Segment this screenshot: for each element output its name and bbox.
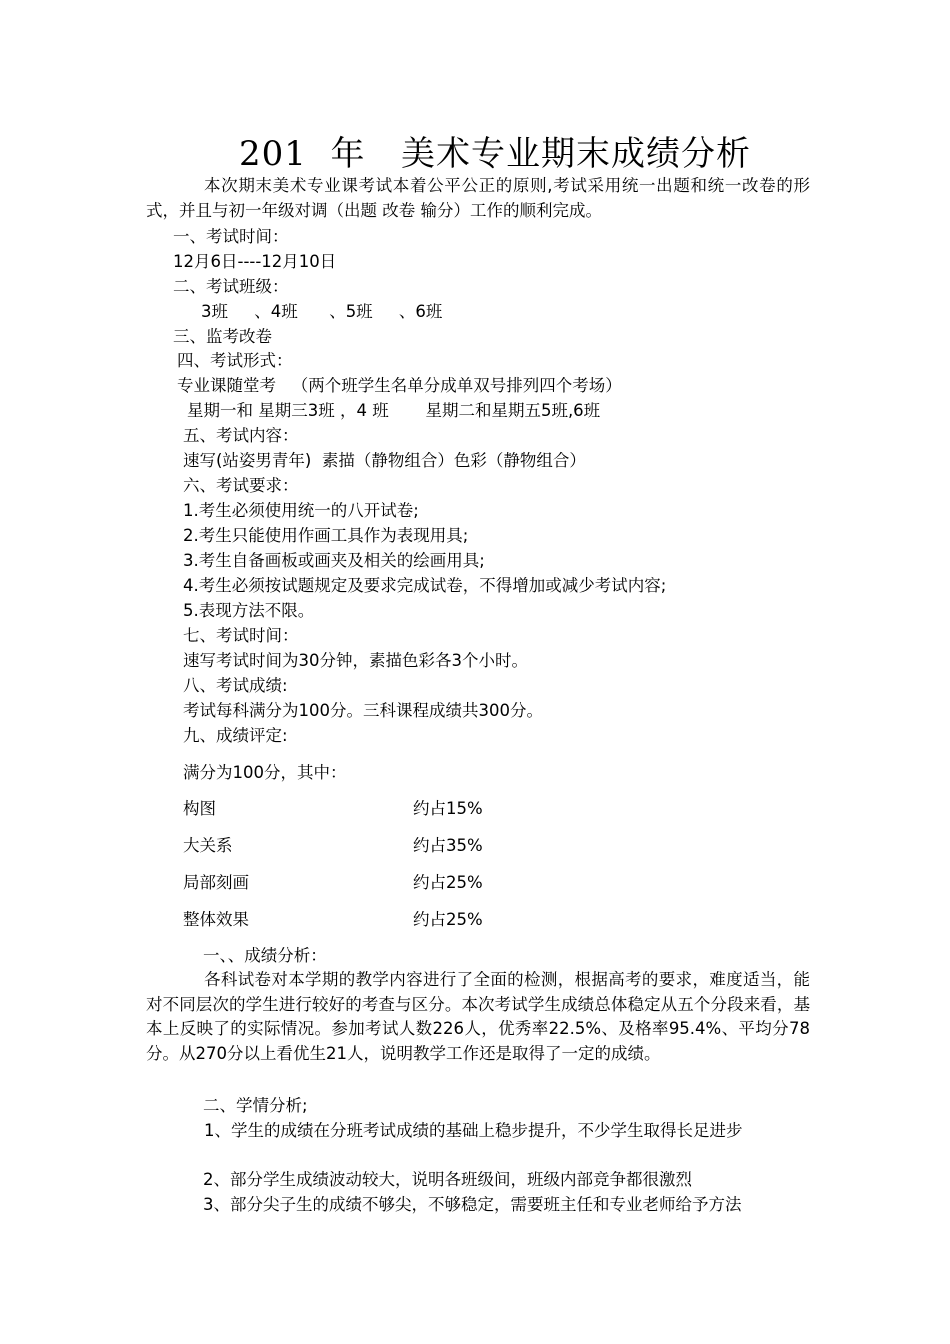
weight-item: 构图	[183, 799, 216, 818]
requirement-item: 2.考生只能使用作画工具作为表现用具;	[183, 526, 469, 545]
page-title: 201 年 美术专业期末成绩分析	[239, 134, 751, 174]
exam-content: 速写(站姿男青年) 素描（静物组合）色彩（静物组合）	[183, 451, 586, 470]
score-analysis-paragraph: 各科试卷对本学期的教学内容进行了全面的检测，根据高考的要求，难度适当，能对不同层次的学生进行较好的考查与区分。本次考试学生成绩总体稳定从五个分段来看，基本上反映了的实际情况。参加考试人数226人，优秀率22.5%、及格率95.4%、平均分78分。从270分以上看优生21人，说明教学工作还是取得了一定的成绩。	[146, 970, 810, 1063]
exam-dates: 12月6日----12月10日	[173, 252, 337, 271]
section-heading-exam-form: 四、考试形式：	[177, 351, 293, 370]
requirement-item: 5.表现方法不限。	[183, 601, 315, 620]
section-heading-exam-content: 五、考试内容：	[183, 426, 299, 445]
weight-share: 约占25%	[413, 873, 483, 892]
requirement-item: 4.考生必须按试题规定及要求完成试卷，不得增加或减少考试内容;	[183, 576, 667, 595]
section-heading-learning-analysis: 二、学情分析;	[203, 1096, 308, 1115]
weight-item: 局部刻画	[183, 873, 249, 892]
section-heading-score-assessment: 九、成绩评定:	[183, 726, 288, 745]
score-assessment-intro: 满分为100分，其中：	[183, 763, 347, 782]
intro-paragraph: 本次期末美术专业课考试本着公平公正的原则,考试采用统一出题和统一改卷的形式，并且与初一年级对调（出题 改卷 输分）工作的顺利完成。	[146, 176, 810, 220]
weight-item: 整体效果	[183, 910, 249, 929]
section-heading-exam-classes: 二、考试班级：	[173, 277, 289, 296]
requirement-item: 1.考生必须使用统一的八开试卷;	[183, 501, 419, 520]
exam-duration: 速写考试时间为30分钟，素描色彩各3个小时。	[183, 651, 528, 670]
section-heading-exam-requirements: 六、考试要求：	[183, 476, 299, 495]
section-heading-exam-scores: 八、考试成绩:	[183, 676, 288, 695]
weight-item: 大关系	[183, 836, 233, 855]
exam-form-line-1: 专业课随堂考 （两个班学生名单分成单双号排列四个考场）	[177, 376, 622, 395]
section-heading-score-analysis: 一、、成绩分析：	[203, 946, 327, 965]
weight-share: 约占15%	[413, 799, 483, 818]
exam-scores: 考试每科满分为100分。三科课程成绩共300分。	[183, 701, 543, 720]
exam-classes: 3班 、4班 、5班 、6班	[201, 302, 443, 321]
section-heading-exam-duration: 七、考试时间：	[183, 626, 299, 645]
requirement-item: 3.考生自备画板或画夹及相关的绘画用具;	[183, 551, 485, 570]
section-heading-exam-time: 一、考试时间：	[173, 227, 289, 246]
learning-item: 1、学生的成绩在分班考试成绩的基础上稳步提升，不少学生取得长足进步	[204, 1121, 743, 1140]
exam-form-line-2: 星期一和 星期三3班 ，4 班 星期二和星期五5班,6班	[187, 401, 601, 420]
learning-item: 2、部分学生成绩波动较大，说明各班级间，班级内部竞争都很激烈	[203, 1170, 692, 1189]
learning-item: 3、部分尖子生的成绩不够尖，不够稳定，需要班主任和专业老师给予方法	[203, 1195, 742, 1214]
section-heading-proctoring: 三、监考改卷	[173, 327, 272, 346]
weight-share: 约占25%	[413, 910, 483, 929]
weight-share: 约占35%	[413, 836, 483, 855]
